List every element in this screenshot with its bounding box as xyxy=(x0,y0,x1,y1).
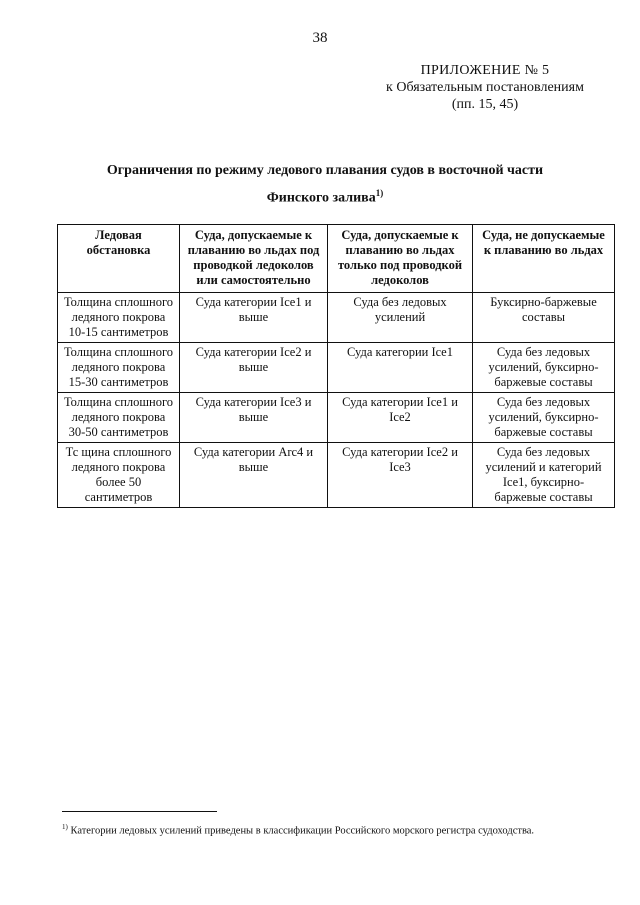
table-cell: Суда без ледовых усилений, буксирно-баржевые составы xyxy=(473,343,615,393)
footnote xyxy=(62,823,602,837)
column-header: Суда, не допускаемые к плаванию во льдах xyxy=(473,225,615,293)
table-cell: Толщина сплошного ледяного покрова 30-50 сантиметров xyxy=(58,393,180,443)
table-header-row xyxy=(58,225,615,293)
table-cell: Суда категории Ice2 и выше xyxy=(180,343,328,393)
table-row xyxy=(58,343,615,393)
document-heading xyxy=(75,160,575,210)
table-cell: Буксирно-баржевые составы xyxy=(473,293,615,343)
table-cell: Толщина сплошного ледяного покрова 10-15 сантиметров xyxy=(58,293,180,343)
table-cell: Суда без ледовых усилений xyxy=(328,293,473,343)
appendix-reference: (пп. 15, 45) xyxy=(451,97,519,112)
heading-text: Ограничения по режиму ледового плавания судов в восточной части Финского залива xyxy=(106,163,544,206)
table-cell: Суда категории Ice3 и выше xyxy=(180,393,328,443)
table-cell: Суда без ледовых усилений и категорий Ice1, буксирно-баржевые составы xyxy=(473,443,615,508)
table-row xyxy=(58,293,615,343)
table-cell: Суда без ледовых усилений, буксирно-баржевые составы xyxy=(473,393,615,443)
appendix-block xyxy=(360,62,610,113)
appendix-subtitle: к Обязательным постановлениям xyxy=(386,80,584,95)
table-row xyxy=(58,393,615,443)
table-cell: Суда категории Ice1 и Ice2 xyxy=(328,393,473,443)
footnote-text: Категории ледовых усилений приведены в классификации Российского морского регистра судоходства. xyxy=(70,825,535,837)
table-cell: Суда категории Ice1 и выше xyxy=(180,293,328,343)
ice-restrictions-table xyxy=(57,224,615,508)
table-cell: Суда категории Ice1 xyxy=(328,343,473,393)
column-header: Суда, допускаемые к плаванию во льдах под проводкой ледоколов или самостоятельно xyxy=(180,225,328,293)
heading-footnote-mark: 1) xyxy=(375,188,384,198)
column-header: Суда, допускаемые к плаванию во льдах только под проводкой ледоколов xyxy=(328,225,473,293)
page-number: 38 xyxy=(312,30,328,46)
table-cell: Суда категории Arc4 и выше xyxy=(180,443,328,508)
table-row xyxy=(58,443,615,508)
appendix-title: ПРИЛОЖЕНИЕ № 5 xyxy=(420,63,550,78)
footnote-mark: 1) xyxy=(62,823,68,831)
table-cell: Толщина сплошного ледяного покрова 15-30 сантиметров xyxy=(58,343,180,393)
column-header: Ледовая обстановка xyxy=(58,225,180,293)
table-cell: Тс щина сплошного ледяного покрова более 50 сантиметров xyxy=(58,443,180,508)
table-cell: Суда категории Ice2 и Ice3 xyxy=(328,443,473,508)
footnote-divider xyxy=(62,811,217,812)
